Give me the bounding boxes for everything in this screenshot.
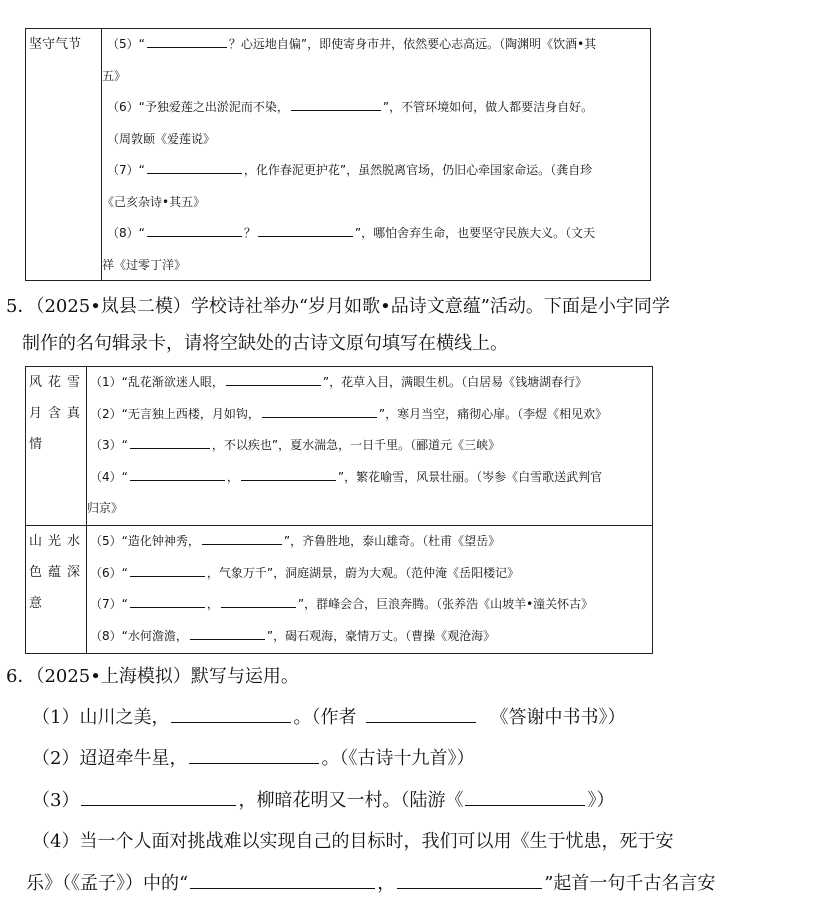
question-5-line-1: 5．（2025•岚县二模）学校诗社举办“岁月如歌•品诗文意蕴”活动。下面是小宇同学	[6, 296, 670, 317]
list-item: （7）“ ，化作春泥更护花”，虽然脱离官场，仍旧心牵国家命运。（龚自珍	[107, 155, 650, 187]
row-content	[87, 526, 652, 653]
row-label: 山光水色蕴深意	[26, 526, 87, 653]
answer-blank[interactable]	[258, 222, 353, 237]
poem-table-1	[25, 28, 651, 281]
row-content	[87, 367, 652, 525]
answer-blank[interactable]	[241, 466, 336, 481]
row-label: 风花雪月含真情	[26, 367, 87, 525]
table-row	[26, 525, 652, 653]
list-item: （8）“水何澹澹， ”，碣石观海，豪情万丈。（曹操《观沧海》	[90, 621, 652, 653]
answer-blank[interactable]	[130, 434, 210, 449]
list-item: （6）“ ，气象万千”，洞庭湖景，蔚为大观。（范仲淹《岳阳楼记》	[90, 558, 652, 590]
answer-blank[interactable]	[397, 870, 542, 889]
answer-blank[interactable]	[221, 593, 296, 608]
answer-blank[interactable]	[262, 403, 377, 418]
answer-blank[interactable]	[190, 625, 265, 640]
answer-blank[interactable]	[291, 96, 381, 111]
list-item: （8）“ ？ ”，哪怕舍弃生命，也要坚守民族大义。（文天	[107, 218, 650, 250]
table-row	[26, 367, 652, 525]
list-item-cont: （周敦颐《爱莲说》	[107, 131, 216, 146]
question-6-item-2: （2）迢迢牵牛星， 。（《古诗十九首》）	[32, 741, 474, 777]
question-6-item-3: （3） ，柳暗花明又一村。（陆游《 》）	[32, 783, 614, 819]
row-content	[102, 29, 650, 280]
answer-blank[interactable]	[465, 787, 585, 806]
list-item-cont: 祥《过零丁洋》	[102, 257, 187, 272]
poem-table-2	[25, 366, 653, 654]
list-item-cont: 五》	[102, 68, 127, 83]
answer-blank[interactable]	[130, 562, 205, 577]
question-5-line-2: 制作的名句辑录卡，请将空缺处的古诗文原句填写在横线上。	[22, 333, 508, 354]
answer-blank[interactable]	[226, 371, 321, 386]
row-label: 坚守气节	[26, 29, 102, 280]
question-6-item-4-line-2: 乐》（《孟子》）中的“ ， ”起首一句千古名言安	[26, 866, 715, 902]
list-item-cont: 归京》	[87, 501, 124, 515]
answer-blank[interactable]	[147, 222, 242, 237]
list-item: （7）“ ， ”，群峰会合，巨浪奔腾。（张养浩《山坡羊•潼关怀古》	[90, 589, 652, 621]
list-item-cont: 《己亥杂诗•其五》	[102, 194, 206, 209]
answer-blank[interactable]	[190, 870, 375, 889]
list-item: （1）“乱花渐欲迷人眼， ”，花草入目，满眼生机。（白居易《钱塘湖春行》	[90, 367, 652, 399]
answer-blank[interactable]	[171, 704, 291, 723]
answer-blank[interactable]	[81, 787, 236, 806]
list-item: （2）“无言独上西楼，月如钩， ”，寒月当空，痛彻心扉。（李煜《相见欢》	[90, 399, 652, 431]
answer-blank[interactable]	[130, 466, 225, 481]
answer-blank[interactable]	[130, 593, 205, 608]
answer-blank[interactable]	[147, 159, 242, 174]
list-item: （6）“予独爱莲之出淤泥而不染， ”，不管环境如何，做人都要洁身自好。	[107, 92, 650, 124]
question-6-item-4-line-1: （4）当一个人面对挑战难以实现自己的目标时，我们可以用《生于忧患，死于安	[32, 831, 674, 852]
question-6-item-1: （1）山川之美， 。（作者 《答谢中书书》）	[32, 700, 625, 736]
answer-blank[interactable]	[147, 33, 227, 48]
table-row	[26, 29, 650, 280]
list-item: （3）“ ，不以疾也”，夏水湍急，一日千里。（郦道元《三峡》	[90, 430, 652, 462]
answer-blank[interactable]	[189, 745, 319, 764]
question-6-title: 6．（2025•上海模拟）默写与运用。	[6, 666, 299, 687]
answer-blank[interactable]	[366, 704, 476, 723]
list-item: （5）“ ？心远地自偏”，即使寄身市井，依然要心志高远。（陶渊明《饮酒•其	[107, 29, 650, 61]
list-item: （4）“ ， ”，繁花喻雪，风景壮丽。（岑参《白雪歌送武判官	[90, 462, 652, 494]
answer-blank[interactable]	[202, 530, 282, 545]
list-item: （5）“造化钟神秀， ”，齐鲁胜地，泰山雄奇。（杜甫《望岳》	[90, 526, 652, 558]
